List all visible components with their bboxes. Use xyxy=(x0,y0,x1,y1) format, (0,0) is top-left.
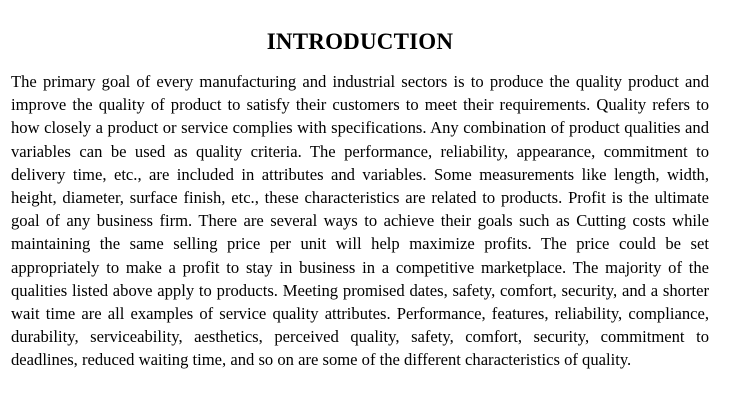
section-heading: INTRODUCTION xyxy=(266,29,454,54)
body-paragraph: The primary goal of every manufacturing and industrial sectors is to produce the quality product and improve the quality of product to satisfy their customers to meet their requirements. Quality refers to how closely a product or service complies with specifications. Any combination of product qualities and variables can be used as quality criteria. The performance, reliability, appearance, commitment to delivery time, etc., are included in attributes and variables. Some measurements like length, width, height, diameter, surface finish, etc., these characteristics are related to products. Profit is the ultimate goal of any business firm. There are several ways to achieve their goals such as Cutting costs while maintaining the same selling price per unit will help maximize profits. The price could be set appropriately to make a profit to stay in business in a competitive marketplace. The majority of the qualities listed above apply to products. Meeting promised dates, safety, comfort, security, and a shorter wait time are all examples of service quality attributes. Performance, features, reliability, compliance, durability, serviceability, aesthetics, perceived quality, safety, comfort, security, commitment to deadlines, reduced waiting time, and so on are some of the different characteristics of quality. xyxy=(11,72,709,370)
